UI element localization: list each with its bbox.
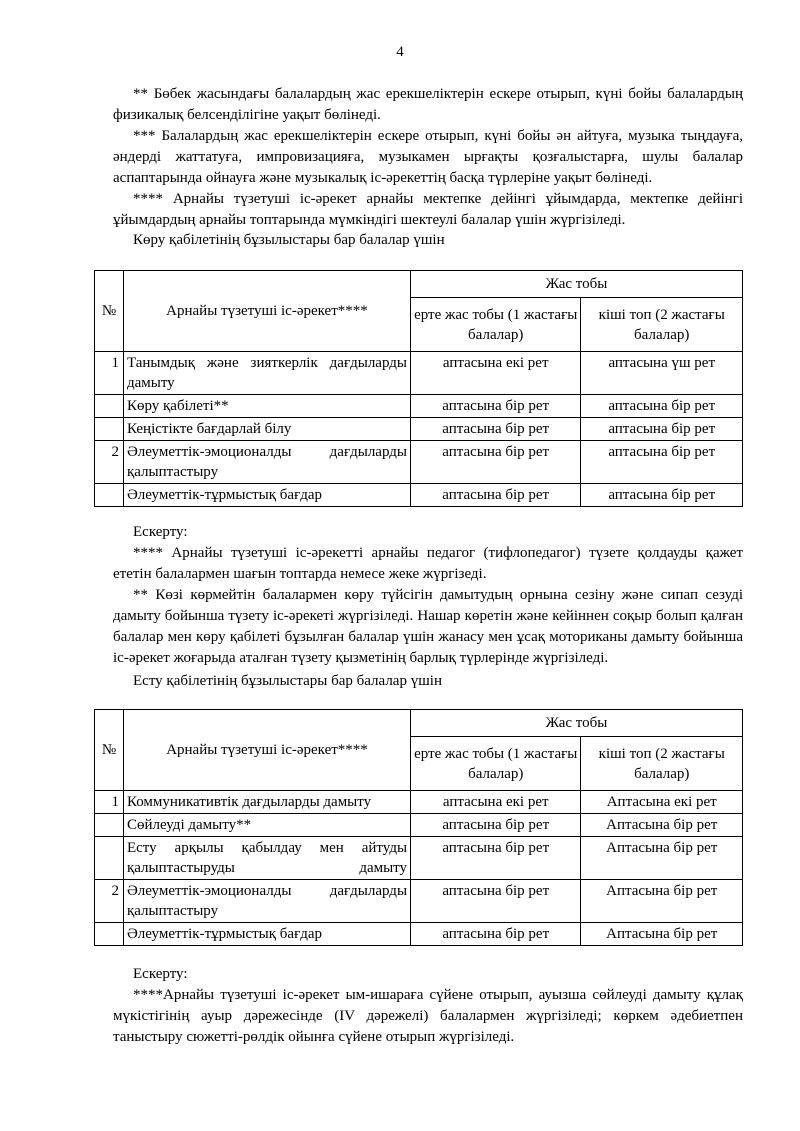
frequency-cell: Аптасына екі рет [581, 791, 743, 814]
frequency-cell: аптасына бір рет [581, 418, 743, 441]
frequency-cell: Аптасына бір рет [581, 814, 743, 837]
row-number: 1 [95, 791, 124, 814]
activity-cell: Сөйлеуді дамыту** [123, 814, 410, 837]
note-line: ****Арнайы түзетуші іс-әрекет ым-ишараға сүйене отырып, ауызша сөйлеуді дамыту құлақ мүкістігінің ауыр дәрежесінде (IV дәрежелі) балалармен жүргізіледі; көркем әдебиетпен таныстыру сюжетті-рөлдік ойынға сүйене отырып жүргізіледі. [113, 987, 743, 1045]
table1-caption: Көру қабілетінің бұзылыстары бар балалар үшін [133, 232, 445, 248]
activity-cell: Есту арқылы қабылдау мен айтуды қалыптастыруды дамыту [123, 837, 410, 880]
notes-top [113, 84, 743, 231]
row-number [95, 837, 124, 880]
note-visual [113, 522, 743, 669]
header-junior-group: кіші топ (2 жастағы балалар) [581, 298, 743, 352]
note-line: **** Арнайы түзетуші іс-әрекет арнайы мектепке дейінгі ұйымдарда, мектепке дейінгі ұйымдардың арнайы топтарында мүмкіндігі шектеулі балалар үшін жүргізіледі. [113, 191, 743, 228]
header-activity: Арнайы түзетуші іс-әрекет**** [123, 710, 410, 791]
frequency-cell: аптасына бір рет [410, 395, 580, 418]
frequency-cell: Аптасына бір рет [581, 880, 743, 923]
table2-caption: Есту қабілетінің бұзылыстары бар балалар үшін [133, 673, 442, 689]
activity-cell: Кеңістікте бағдарлай білу [123, 418, 410, 441]
frequency-cell: аптасына бір рет [411, 837, 581, 880]
header-early-age: ерте жас тобы (1 жастағы балалар) [411, 737, 581, 791]
frequency-cell: аптасына бір рет [581, 441, 743, 484]
table-visual-impairment [94, 270, 743, 507]
note-line: ** Бөбек жасындағы балалардың жас ерекшеліктерін ескере отырып, күні бойы балалардың физикалық белсенділігіне уақыт бөлінеді. [113, 86, 743, 123]
activity-cell: Әлеуметтік-эмоционалды дағдыларды қалыптастыру [123, 441, 410, 484]
frequency-cell: аптасына бір рет [410, 418, 580, 441]
row-number [95, 814, 124, 837]
header-age-group: Жас тобы [410, 271, 742, 298]
header-early-age: ерте жас тобы (1 жастағы балалар) [410, 298, 580, 352]
frequency-cell: аптасына екі рет [411, 791, 581, 814]
header-junior-group: кіші топ (2 жастағы балалар) [581, 737, 743, 791]
note-line: ** Көзі көрмейтін балалармен көру түйсігін дамытудың орнына сезіну және сипап сезуді дамыту бойынша түзету іс-әрекеті жүргізіледі. Нашар көретін және кейіннен соқыр болып қалған балалар мен көру қабілеті бұзылған балалар үшін жанасу мен ұсақ моториканы дамыту бойынша іс-әрекет жоғарыда аталған түзету қызметінің барлық түрлерінде жүргізіледі. [113, 587, 743, 666]
activity-cell: Әлеуметтік-тұрмыстық бағдар [123, 484, 410, 507]
frequency-cell: аптасына бір рет [410, 441, 580, 484]
header-num: № [95, 710, 124, 791]
header-activity: Арнайы түзетуші іс-әрекет**** [123, 271, 410, 352]
frequency-cell: аптасына бір рет [411, 814, 581, 837]
frequency-cell: аптасына бір рет [581, 484, 743, 507]
header-age-group: Жас тобы [411, 710, 743, 737]
frequency-cell: аптасына үш рет [581, 352, 743, 395]
row-number [95, 418, 124, 441]
activity-cell: Танымдық және зияткерлік дағдыларды дамыту [123, 352, 410, 395]
frequency-cell: аптасына бір рет [411, 880, 581, 923]
row-number: 2 [95, 441, 124, 484]
note-line: **** Арнайы түзетуші іс-әрекетті арнайы педагог (тифлопедагог) түзете қолдауды қажет ететін балалармен шағын топтарда немесе жеке жүргізеді. [113, 545, 743, 582]
row-number [95, 484, 124, 507]
frequency-cell: аптасына бір рет [411, 923, 581, 946]
activity-cell: Көру қабілеті** [123, 395, 410, 418]
row-number [95, 923, 124, 946]
page-number: 4 [396, 44, 404, 60]
activity-cell: Әлеуметтік-тұрмыстық бағдар [123, 923, 410, 946]
frequency-cell: аптасына бір рет [581, 395, 743, 418]
row-number: 1 [95, 352, 124, 395]
frequency-cell: Аптасына бір рет [581, 837, 743, 880]
row-number: 2 [95, 880, 124, 923]
frequency-cell: аптасына екі рет [410, 352, 580, 395]
note-title: Ескерту: [133, 966, 188, 982]
note-line: *** Балалардың жас ерекшеліктерін ескере отырып, күні бойы ән айтуға, музыка тыңдауға, әндерді жаттатуға, импровизацияға, музыкамен ырғақты қозғалыстарға, шулы балалар аспаптарында ойнауға және музыкалық іс-әрекеттің басқа түрлеріне уақыт бөлінеді. [113, 128, 743, 186]
row-number [95, 395, 124, 418]
activity-cell: Әлеуметтік-эмоционалды дағдыларды қалыптастыру [123, 880, 410, 923]
frequency-cell: аптасына бір рет [410, 484, 580, 507]
table-hearing-impairment [94, 709, 743, 946]
note-hearing [113, 964, 743, 1048]
note-title: Ескерту: [133, 524, 188, 540]
header-num: № [95, 271, 124, 352]
activity-cell: Коммуникативтік дағдыларды дамыту [123, 791, 410, 814]
frequency-cell: Аптасына бір рет [581, 923, 743, 946]
